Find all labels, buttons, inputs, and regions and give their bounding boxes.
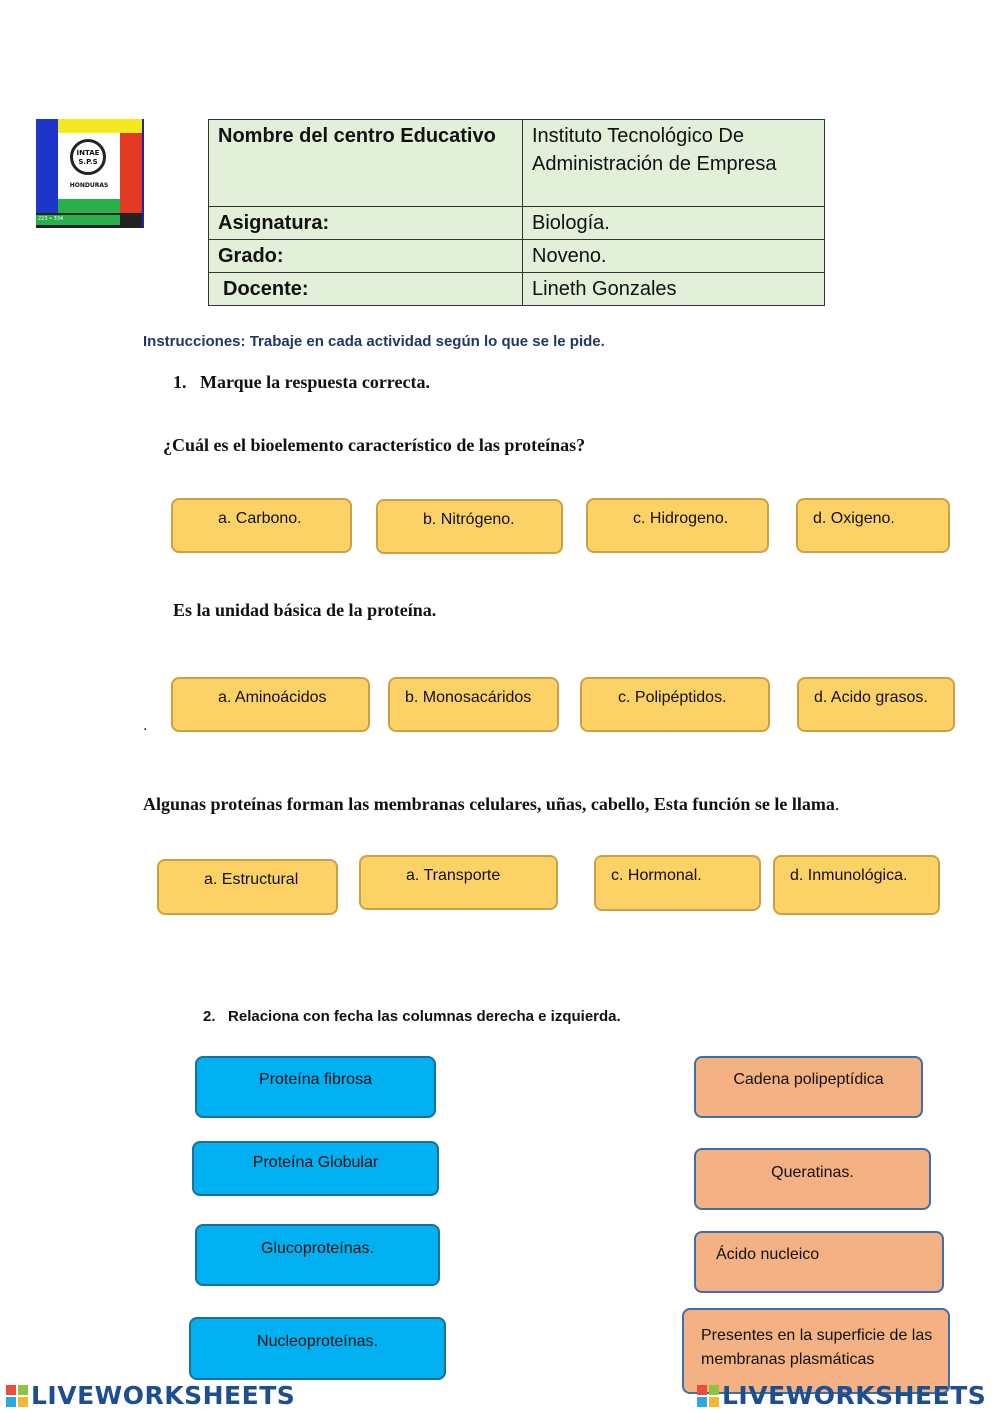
section1-heading xyxy=(173,372,430,393)
liveworksheets-logo-left xyxy=(6,1381,295,1410)
section2-heading xyxy=(203,1008,621,1025)
info-value: Lineth Gonzales xyxy=(523,273,825,306)
table-row xyxy=(209,240,825,273)
left-column-item[interactable]: Glucoproteínas. xyxy=(195,1224,440,1286)
stray-dot: . xyxy=(143,718,148,734)
answer-option[interactable]: c. Hidrogeno. xyxy=(586,498,769,553)
info-value: Instituto Tecnológico De Administración de Empresa xyxy=(523,120,825,207)
question-3-tail: . xyxy=(834,794,840,814)
right-column-item[interactable]: Cadena polipeptídica xyxy=(694,1056,923,1118)
liveworksheets-logo-right xyxy=(697,1381,986,1410)
answer-option[interactable]: a. Carbono. xyxy=(171,498,352,553)
logo-country: HONDURAS xyxy=(69,182,109,189)
school-info-table xyxy=(208,119,825,306)
answer-option[interactable]: b. Monosacáridos xyxy=(388,677,559,732)
right-column-item[interactable]: Presentes en la superficie de las membranas plasmáticas xyxy=(682,1308,950,1394)
left-column-item[interactable]: Nucleoproteínas. xyxy=(189,1317,446,1380)
answer-option[interactable]: a. Transporte xyxy=(359,855,558,910)
answer-option[interactable]: b. Nitrógeno. xyxy=(376,499,563,554)
logo-seal: INTAE S.P.S xyxy=(70,139,106,175)
info-key: Nombre del centro Educativo xyxy=(209,120,523,207)
answer-option[interactable]: d. Oxigeno. xyxy=(796,498,950,553)
table-row xyxy=(209,120,825,207)
info-value: Noveno. xyxy=(523,240,825,273)
section1-number: 1. xyxy=(173,372,187,392)
table-row xyxy=(209,273,825,306)
brand-text: LIVEWORKSHEETS xyxy=(31,1381,296,1410)
question-2: Es la unidad básica de la proteína. xyxy=(173,600,437,620)
question-3-text: Algunas proteínas forman las membranas celulares, uñas, cabello, Esta función se le llama xyxy=(143,794,835,814)
liveworksheets-icon xyxy=(6,1385,28,1407)
instructions: Instrucciones: Trabaje en cada actividad según lo que se le pide. xyxy=(143,333,605,350)
answer-option[interactable]: c. Polipéptidos. xyxy=(580,677,770,732)
table-row xyxy=(209,207,825,240)
answer-option[interactable]: d. Acido grasos. xyxy=(797,677,955,732)
school-logo xyxy=(36,119,144,228)
section2-title: Relaciona con fecha las columnas derecha e izquierda. xyxy=(228,1008,621,1025)
right-column-item[interactable]: Queratinas. xyxy=(694,1148,931,1210)
question-1: ¿Cuál es el bioelemento característico de las proteínas? xyxy=(163,435,586,455)
answer-option[interactable]: d. Inmunológica. xyxy=(773,855,940,915)
logo-number: 223 • 334 xyxy=(38,216,64,222)
section2-number: 2. xyxy=(203,1008,216,1025)
brand-text: LIVEWORKSHEETS xyxy=(722,1381,987,1410)
answer-option[interactable]: a. Estructural xyxy=(157,859,338,915)
info-key: Grado: xyxy=(209,240,523,273)
answer-option[interactable]: c. Hormonal. xyxy=(594,855,761,911)
answer-option[interactable]: a. Aminoácidos xyxy=(171,677,370,732)
question-3 xyxy=(143,792,863,816)
section1-title: Marque la respuesta correcta. xyxy=(200,372,430,392)
info-key: Asignatura: xyxy=(209,207,523,240)
left-column-item[interactable]: Proteína fibrosa xyxy=(195,1056,436,1118)
right-column-item[interactable]: Ácido nucleico xyxy=(694,1231,944,1293)
liveworksheets-icon xyxy=(697,1385,719,1407)
info-value: Biología. xyxy=(523,207,825,240)
info-key: Docente: xyxy=(209,273,523,306)
left-column-item[interactable]: Proteína Globular xyxy=(192,1141,439,1196)
